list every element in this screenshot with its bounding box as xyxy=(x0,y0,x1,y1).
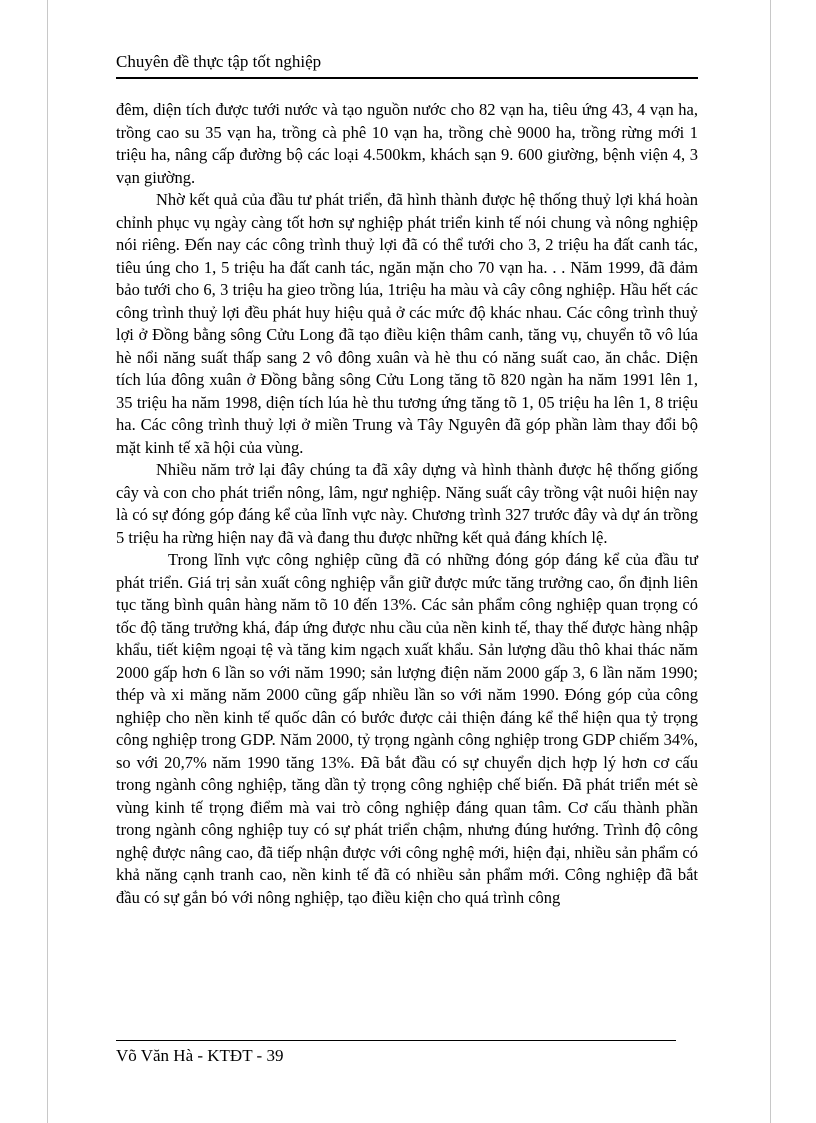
page-border-right xyxy=(770,0,771,1123)
paragraph-3: Nhiều năm trở lại đây chúng ta đã xây dựng và hình thành được hệ thống giống cây và con cho phát triển nông, lâm, ngư nghiệp. Năng suất cây trồng vật nuôi hiện nay là có sự đóng góp đáng kể của lĩnh vực này. Chương trình 327 trước đây và dự án trồng 5 triệu ha rừng hiện nay đã và đang thu được những kết quả đáng khích lệ. xyxy=(116,460,698,547)
header-rule xyxy=(116,77,698,79)
page-header xyxy=(116,52,698,80)
paragraph-1: đêm, diện tích được tưới nước và tạo nguồn nước cho 82 vạn ha, tiêu ứng 43, 4 vạn ha, trồng cao su 35 vạn ha, trồng cà phê 10 vạn ha, trồng chè 9000 ha, trồng rừng mới 1 triệu ha, nâng cấp đường bộ các loại 4.500km, khách sạn 9. 600 giường, bệnh viện 4, 3 vạn giường. xyxy=(116,100,698,187)
paragraph-4: Trong lĩnh vực công nghiệp cũng đã có những đóng góp đáng kể của đầu tư phát triển. Giá trị sản xuất công nghiệp vẫn giữ được mức tăng trưởng cao, ổn định liên tục tăng bình quân hàng năm tõ 10 đến 13%. Các sản phẩm công nghiệp quan trọng có tốc độ tăng trưởng khá, đáp ứng được nhu cầu của nền kinh tế, thay thế được hàng nhập khẩu, tiết kiệm ngoại tệ và tăng kim ngạch xuất khẩu. Sản lượng dầu thô khai thác năm 2000 gấp hơn 6 lần so với năm 1990; sản lượng điện năm 2000 gấp 3, 6 lần năm 1990; thép và xi măng năm 2000 cũng gấp nhiều lần so với năm 1990. Đóng góp của công nghiệp cho nền kinh tế quốc dân có bước được cải thiện đáng kể thể hiện qua tỷ trọng công nghiệp trong GDP. Năm 2000, tỷ trọng ngành công nghiệp trong GDP chiếm 34%, so với 20,7% năm 1990 tăng 13%. Đã bắt đầu có sự chuyển dịch hợp lý hơn cơ cấu trong ngành công nghiệp, tăng dần tỷ trọng công nghiệp chế biến. Đã phát triển mét sè vùng kinh tế trọng điểm mà vai trò công nghiệp đáng quan tâm. Cơ cấu thành phần trong ngành công nghiệp tuy có sự phát triển chậm, nhưng đúng hướng. Trình độ công nghệ được nâng cao, đã tiếp nhận được với công nghệ mới, hiện đại, nhiều sản phẩm có khả năng cạnh tranh cao, nền kinh tế đã có nhiều sản phẩm mới. Công nghiệp đã bắt đầu có sự gắn bó với nông nghiệp, tạo điều kiện cho quá trình công xyxy=(116,550,698,907)
page-footer xyxy=(116,1040,698,1070)
header-title: Chuyên đề thực tập tốt nghiệp xyxy=(116,52,322,71)
footer-label: Võ Văn Hà - KTĐT - 39 xyxy=(116,1046,284,1065)
page-border-left xyxy=(47,0,48,1123)
document-body xyxy=(116,99,698,909)
footer-rule xyxy=(116,1040,676,1041)
paragraph-2: Nhờ kết quả của đầu tư phát triển, đã hình thành được hệ thống thuỷ lợi khá hoàn chỉnh phục vụ ngày càng tốt hơn sự nghiệp phát triển kinh tế nói chung và nông nghiệp nói riêng. Đến nay các công trình thuỷ lợi đã có thể tưới cho 3, 2 triệu ha đất canh tác, tiêu úng cho 1, 5 triệu ha đất canh tác, ngăn mặn cho 70 vạn ha. . . Năm 1999, đã đảm bảo tưới cho 6, 3 triệu ha gieo trồng lúa, 1triệu ha màu và cây công nghiệp. Hầu hết các công trình thuỷ lợi đều phát huy hiệu quả ở các mức độ khác nhau. Các công trình thuỷ lợi ở Đồng bằng sông Cửu Long đã tạo điều kiện thâm canh, tăng vụ, chuyển tõ vô lúa hè nổi năng suất thấp sang 2 vô đông xuân và hè thu có năng suất cao, ăn chắc. Diện tích lúa đông xuân ở Đồng bằng sông Cửu Long tăng tõ 820 ngàn ha năm 1991 lên 1, 35 triệu ha năm 1998, diện tích lúa hè thu tương ứng tăng tõ 1, 05 triệu ha lên 1, 8 triệu ha. Các công trình thuỷ lợi ở miền Trung và Tây Nguyên đã góp phần làm thay đổi bộ mặt kinh tế xã hội của vùng. xyxy=(116,190,698,457)
